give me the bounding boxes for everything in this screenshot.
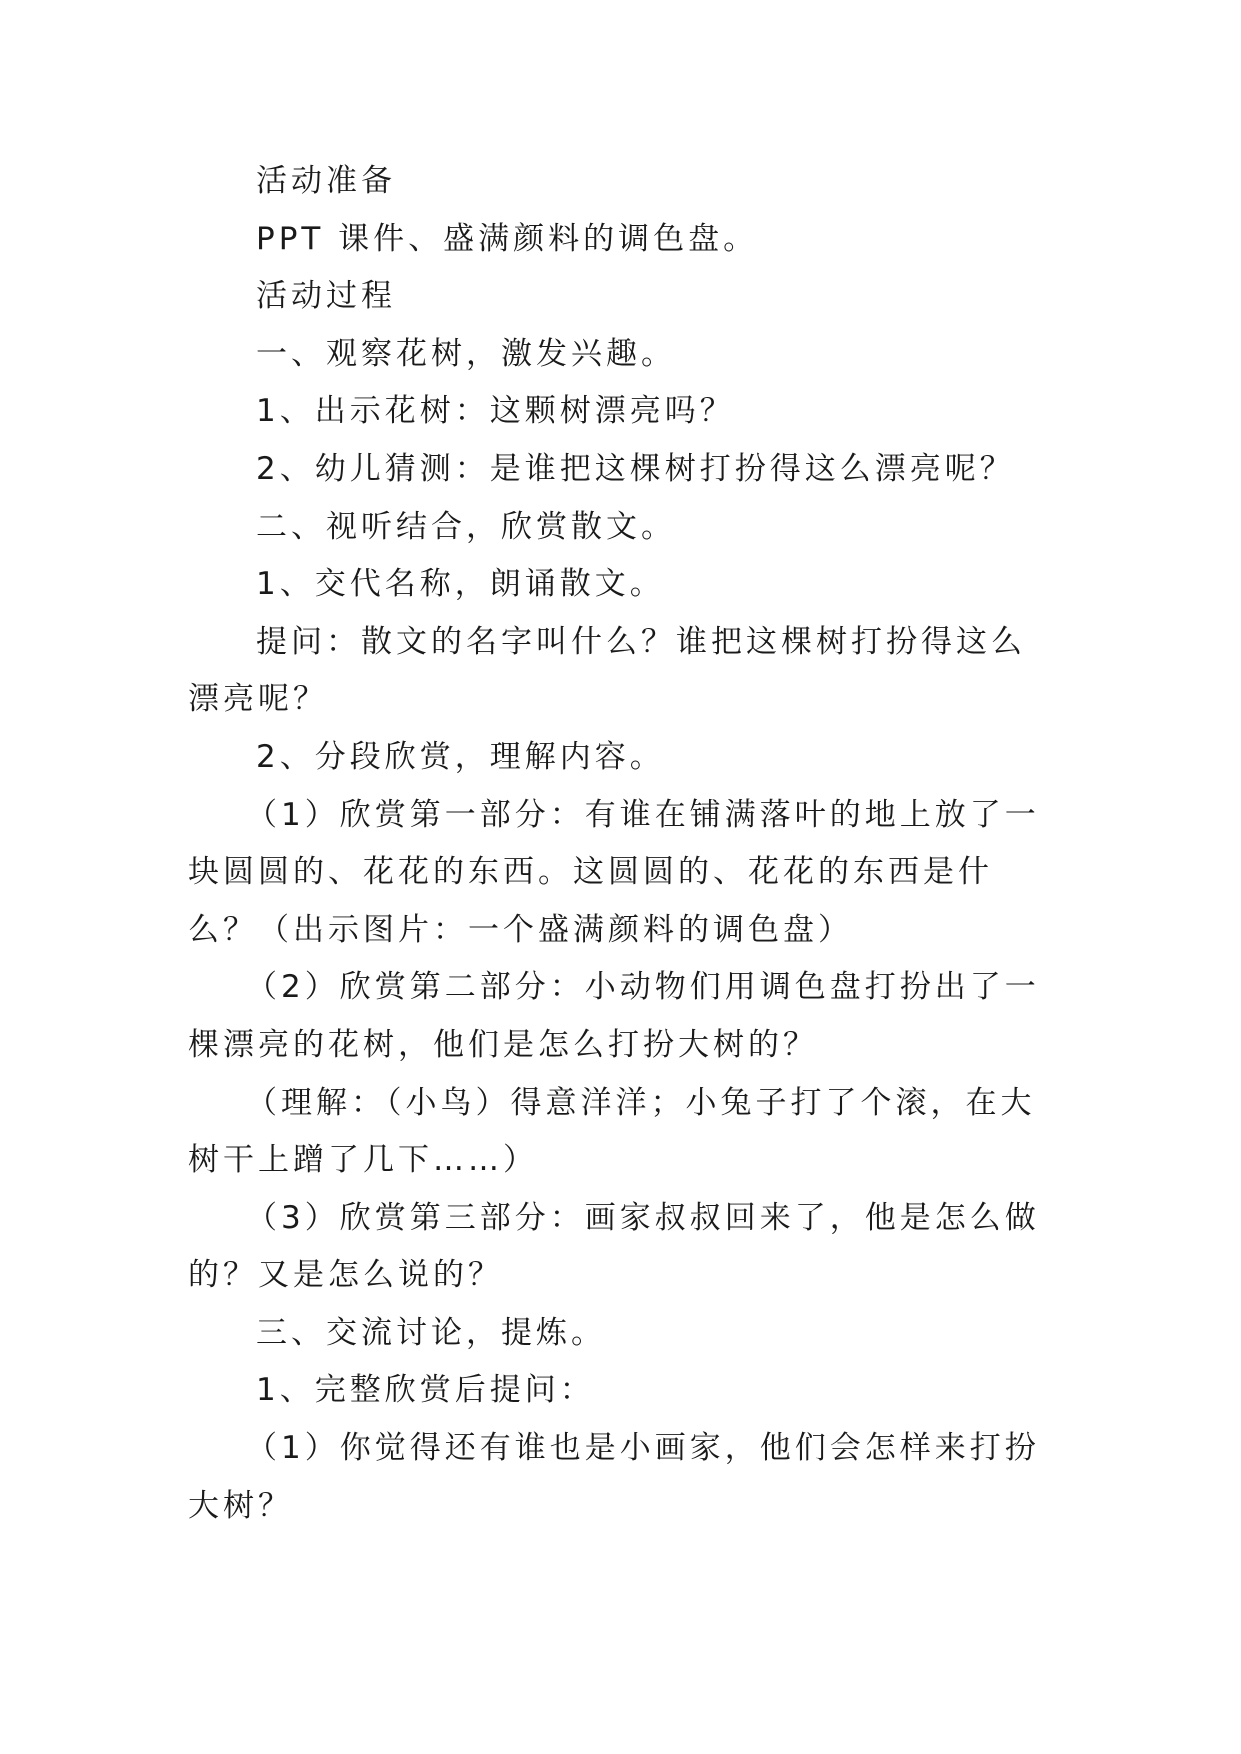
paragraph-item: 1、交代名称，朗诵散文。	[256, 566, 665, 603]
paragraph-sub-item: （1）欣赏第一部分：有谁在铺满落叶的地上放了一块圆圆的、花花的东西。这圆圆的、花花的东西是什么？（出示图片：一个盛满颜料的调色盘）	[188, 796, 1040, 948]
paragraph-sub-item: （2）欣赏第二部分：小动物们用调色盘打扮出了一棵漂亮的花树，他们是怎么打扮大树的？	[188, 969, 1040, 1063]
section-heading-2: 二、视听结合，欣赏散文。	[256, 508, 676, 545]
heading-activity-preparation: 活动准备	[256, 163, 396, 199]
paragraph-question: 提问：散文的名字叫什么？谁把这棵树打扮得这么漂亮呢？	[188, 623, 1026, 718]
paragraph-item: 1、完整欣赏后提问：	[256, 1372, 595, 1409]
paragraph-item: 1、出示花树：这颗树漂亮吗？	[256, 393, 735, 430]
paragraph-item: 2、幼儿猜测：是谁把这棵树打扮得这么漂亮呢？	[256, 450, 1015, 487]
paragraph-materials: PPT 课件、盛满颜料的调色盘。	[256, 220, 759, 257]
paragraph-item: 2、分段欣赏，理解内容。	[256, 738, 665, 775]
paragraph-sub-item: （3）欣赏第三部分：画家叔叔回来了，他是怎么做的？又是怎么说的？	[188, 1199, 1040, 1294]
paragraph-understanding: （理解：（小鸟）得意洋洋；小兔子打了个滚，在大树干上蹭了几下……）	[188, 1084, 1036, 1179]
section-heading-1: 一、观察花树，激发兴趣。	[256, 335, 676, 372]
paragraph-sub-item: （1）你觉得还有谁也是小画家，他们会怎样来打扮大树？	[188, 1430, 1040, 1524]
document-body	[188, 153, 1056, 1535]
heading-activity-process: 活动过程	[256, 278, 396, 315]
section-heading-3: 三、交流讨论，提炼。	[256, 1314, 606, 1351]
